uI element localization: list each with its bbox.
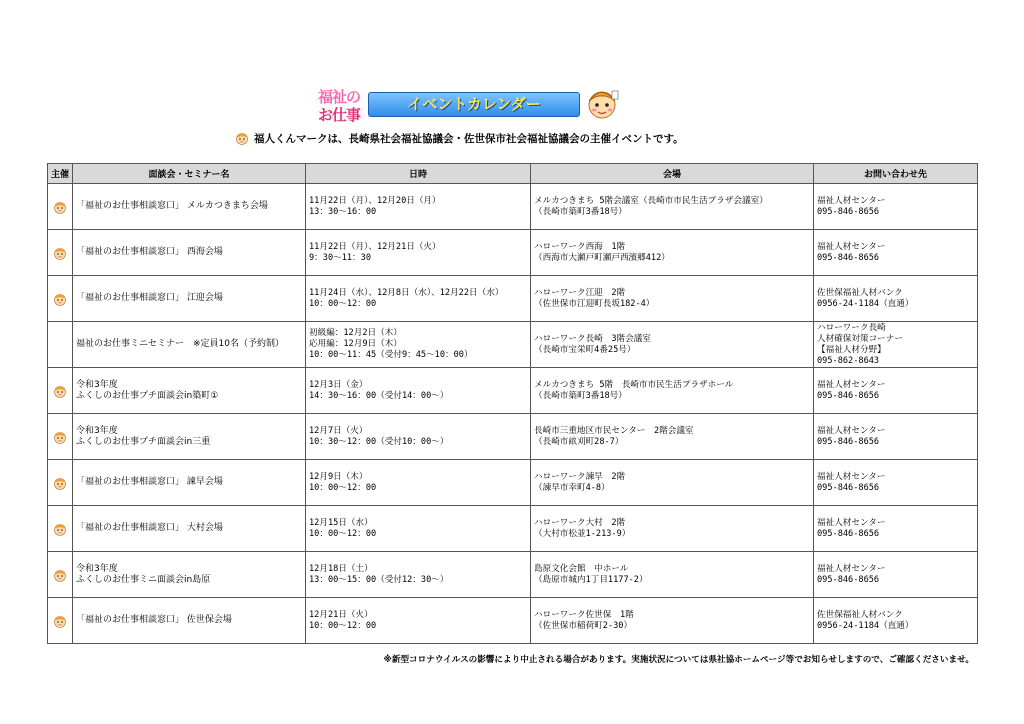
table-row — [48, 368, 978, 414]
contact-cell — [814, 368, 978, 414]
venue-cell — [531, 322, 814, 368]
event-name-cell-line: 「福祉のお仕事相談窓口」 大村会場 — [76, 523, 223, 533]
subtitle — [234, 129, 684, 147]
event-name-cell — [73, 230, 306, 276]
datetime-cell-line: 10：30～12：00（受付10：00～） — [309, 436, 449, 447]
event-name-cell — [73, 460, 306, 506]
datetime-cell-line: 12月21日（火） — [309, 609, 373, 620]
datetime-cell-line: 初級編：12月2日（木） — [309, 328, 402, 338]
host-cell — [48, 322, 73, 368]
fukujin-mascot-icon — [52, 476, 68, 490]
event-name-cell-line: 令和3年度 — [76, 425, 118, 436]
venue-cell-line: （長崎市宝栄町4番25号） — [534, 344, 636, 355]
venue-cell — [531, 506, 814, 552]
event-name-cell-line: 「福祉のお仕事相談窓口」 諫早会場 — [76, 477, 223, 487]
contact-cell-line: 福祉人材センター — [817, 425, 886, 436]
event-name-cell — [73, 506, 306, 552]
event-name-cell-line: 「福祉のお仕事相談窓口」 江迎会場 — [76, 293, 223, 303]
datetime-cell-line: 10：00～12：00 — [309, 298, 377, 309]
fukujin-mascot-icon — [52, 384, 68, 398]
datetime-cell-line: 12月15日（水） — [309, 517, 373, 528]
contact-cell — [814, 230, 978, 276]
fukushi-no-oshigoto-logo — [318, 88, 362, 126]
contact-cell — [814, 414, 978, 460]
event-name-cell-line: 令和3年度 — [76, 379, 118, 390]
venue-cell-line: ハローワーク諫早 2階 — [534, 471, 626, 482]
fukujin-mascot-icon — [584, 86, 620, 122]
venue-cell-line: メルカつきまち 5階会議室（長崎市市民生活プラザ会議室） — [534, 195, 768, 206]
venue-cell — [531, 184, 814, 230]
host-cell — [48, 598, 73, 644]
venue-cell-line: メルカつきまち 5階 長崎市市民生活プラザホール — [534, 379, 734, 390]
contact-cell-line: 095-846-8656 — [817, 436, 880, 447]
contact-cell-line: 095-846-8656 — [817, 574, 880, 585]
contact-cell — [814, 322, 978, 368]
host-cell — [48, 460, 73, 506]
datetime-cell-line: 13：00～15：00（受付12：30～） — [309, 574, 449, 585]
fukujin-mascot-icon — [52, 614, 68, 628]
contact-cell-line: 095-862-8643 — [817, 355, 880, 366]
contact-cell-line: 095-846-8656 — [817, 206, 880, 217]
datetime-cell — [306, 368, 531, 414]
contact-cell — [814, 460, 978, 506]
fukujin-mascot-icon — [52, 522, 68, 536]
datetime-cell-line: 11月22日（月）、12月20日（月） — [309, 195, 441, 206]
contact-cell-line: 福祉人材センター — [817, 241, 886, 252]
contact-cell-line: 0956-24-1184（直通） — [817, 298, 914, 309]
contact-cell-line: 人材確保対策コーナー — [817, 333, 903, 344]
table-row — [48, 598, 978, 644]
contact-cell-line: ハローワーク長崎 — [817, 322, 886, 333]
event-name-cell — [73, 414, 306, 460]
datetime-cell-line: 10：00～12：00 — [309, 482, 377, 493]
event-name-cell-line: ふくしのお仕事ミニ面談会in島原 — [76, 574, 211, 585]
header-event-name: 面談会・セミナー名 — [73, 164, 306, 184]
contact-cell-line: 095-846-8656 — [817, 390, 880, 401]
fukujin-mascot-icon — [52, 292, 68, 306]
venue-cell-line: （長崎市畝刈町28-7） — [534, 436, 624, 447]
datetime-cell-line: 12月18日（土） — [309, 563, 373, 574]
datetime-cell — [306, 460, 531, 506]
table-row — [48, 322, 978, 368]
datetime-cell — [306, 322, 531, 368]
datetime-cell — [306, 552, 531, 598]
header-datetime: 日時 — [306, 164, 531, 184]
venue-cell — [531, 598, 814, 644]
table-row — [48, 414, 978, 460]
table-row — [48, 460, 978, 506]
venue-cell-line: 長崎市三重地区市民センター 2階会議室 — [534, 425, 694, 436]
datetime-cell-line: 応用編：12月9日（木） — [309, 339, 402, 349]
datetime-cell — [306, 506, 531, 552]
host-cell — [48, 230, 73, 276]
venue-cell-line: ハローワーク長崎 3階会議室 — [534, 333, 651, 344]
venue-cell-line: （諫早市幸町4-8） — [534, 482, 610, 493]
contact-cell-line: 095-846-8656 — [817, 482, 880, 493]
host-cell — [48, 506, 73, 552]
venue-cell-line: （佐世保市江迎町長坂182-4） — [534, 298, 655, 309]
table-row — [48, 552, 978, 598]
datetime-cell — [306, 276, 531, 322]
venue-cell-line: （島原市城内1丁目1177-2） — [534, 574, 648, 585]
venue-cell-line: ハローワーク江迎 2階 — [534, 287, 626, 298]
table-row — [48, 230, 978, 276]
fukujin-mascot-icon — [52, 568, 68, 582]
contact-cell-line: 福祉人材センター — [817, 195, 886, 206]
venue-cell — [531, 368, 814, 414]
datetime-cell-line: 12月7日（火） — [309, 425, 368, 436]
venue-cell-line: ハローワーク大村 2階 — [534, 517, 626, 528]
contact-cell-line: 【福祉人材分野】 — [817, 344, 886, 355]
venue-cell-line: ハローワーク佐世保 1階 — [534, 609, 634, 620]
datetime-cell-line: 10：00～12：00 — [309, 620, 377, 631]
header-contact: お問い合わせ先 — [814, 164, 978, 184]
datetime-cell-line: 12月3日（金） — [309, 379, 368, 390]
table-row — [48, 184, 978, 230]
header-venue: 会場 — [531, 164, 814, 184]
host-cell — [48, 552, 73, 598]
venue-cell — [531, 276, 814, 322]
event-name-cell — [73, 276, 306, 322]
contact-cell-line: 福祉人材センター — [817, 379, 886, 390]
host-cell — [48, 368, 73, 414]
logo-line2: お仕事 — [318, 106, 361, 124]
contact-cell-line: 佐世保福祉人材バンク — [817, 287, 903, 298]
venue-cell-line: （大村市松並1-213-9） — [534, 528, 631, 539]
contact-cell-line: 0956-24-1184（直通） — [817, 620, 914, 631]
event-name-cell — [73, 184, 306, 230]
datetime-cell-line: 12月9日（木） — [309, 471, 368, 482]
datetime-cell-line: 11月22日（月）、12月21日（火） — [309, 241, 441, 252]
event-name-cell — [73, 322, 306, 368]
venue-cell-line: ハローワーク西海 1階 — [534, 241, 626, 252]
contact-cell-line: 福祉人材センター — [817, 471, 886, 482]
header-host: 主催 — [48, 164, 73, 184]
venue-cell-line: 島原文化会館 中ホール — [534, 563, 629, 574]
host-cell — [48, 184, 73, 230]
event-name-cell — [73, 598, 306, 644]
venue-cell — [531, 552, 814, 598]
contact-cell-line: 福祉人材センター — [817, 563, 886, 574]
datetime-cell-line: 13：30～16：00 — [309, 206, 377, 217]
contact-cell-line: 095-846-8656 — [817, 528, 880, 539]
contact-cell — [814, 184, 978, 230]
venue-cell — [531, 230, 814, 276]
event-name-cell-line: ふくしのお仕事プチ面談会in築町① — [76, 390, 219, 401]
venue-cell — [531, 414, 814, 460]
venue-cell-line: （西海市大瀬戸町瀬戸西濱郷412） — [534, 252, 670, 263]
event-calendar-banner: イベントカレンダー — [368, 92, 580, 117]
logo-line1: 福祉の — [318, 88, 361, 106]
contact-cell-line: 095-846-8656 — [817, 252, 880, 263]
event-name-cell-line: 「福祉のお仕事相談窓口」 佐世保会場 — [76, 615, 232, 625]
event-table — [47, 163, 978, 644]
venue-cell — [531, 460, 814, 506]
event-name-cell-line: ふくしのお仕事プチ面談会in三重 — [76, 436, 211, 447]
datetime-cell-line: 10：00～12：00 — [309, 528, 377, 539]
host-cell — [48, 414, 73, 460]
contact-cell — [814, 506, 978, 552]
table-row — [48, 276, 978, 322]
event-name-cell-line: 「福祉のお仕事相談窓口」 メルカつきまち会場 — [76, 201, 268, 211]
fukujin-mascot-icon — [234, 131, 250, 145]
table-row — [48, 506, 978, 552]
fukujin-mascot-icon — [52, 430, 68, 444]
event-name-cell — [73, 368, 306, 414]
host-cell — [48, 276, 73, 322]
datetime-cell — [306, 184, 531, 230]
contact-cell — [814, 598, 978, 644]
fukujin-mascot-icon — [52, 200, 68, 214]
datetime-cell-line: 10：00～11：45（受付9：45～10：00） — [309, 350, 473, 360]
datetime-cell — [306, 230, 531, 276]
contact-cell — [814, 552, 978, 598]
event-name-cell — [73, 552, 306, 598]
datetime-cell-line: 9：30～11：30 — [309, 252, 371, 263]
event-name-cell-line: 令和3年度 — [76, 563, 118, 574]
fukujin-mascot-icon — [52, 246, 68, 260]
datetime-cell — [306, 598, 531, 644]
datetime-cell-line: 14：30～16：00（受付14：00～） — [309, 390, 449, 401]
subtitle-text: 福人くんマークは、長崎県社会福祉協議会・佐世保市社会福祉協議会の主催イベントです。 — [254, 132, 684, 145]
event-name-cell-line: 福祉のお仕事ミニセミナー ※定員10名（予約制） — [76, 339, 284, 349]
venue-cell-line: （長崎市築町3番18号） — [534, 206, 627, 217]
venue-cell-line: （長崎市築町3番18号） — [534, 390, 627, 401]
event-name-cell-line: 「福祉のお仕事相談窓口」 西海会場 — [76, 247, 223, 257]
datetime-cell — [306, 414, 531, 460]
datetime-cell-line: 11月24日（水）、12月8日（水）、12月22日（水） — [309, 287, 504, 298]
table-header-row — [48, 164, 978, 184]
venue-cell-line: （佐世保市稲荷町2-30） — [534, 620, 633, 631]
footnote: ※新型コロナウイルスの影響により中止される場合があります。実施状況については県社協ホームページ等でお知らせしますので、ご確認くださいませ。 — [383, 655, 974, 665]
contact-cell — [814, 276, 978, 322]
contact-cell-line: 福祉人材センター — [817, 517, 886, 528]
contact-cell-line: 佐世保福祉人材バンク — [817, 609, 903, 620]
